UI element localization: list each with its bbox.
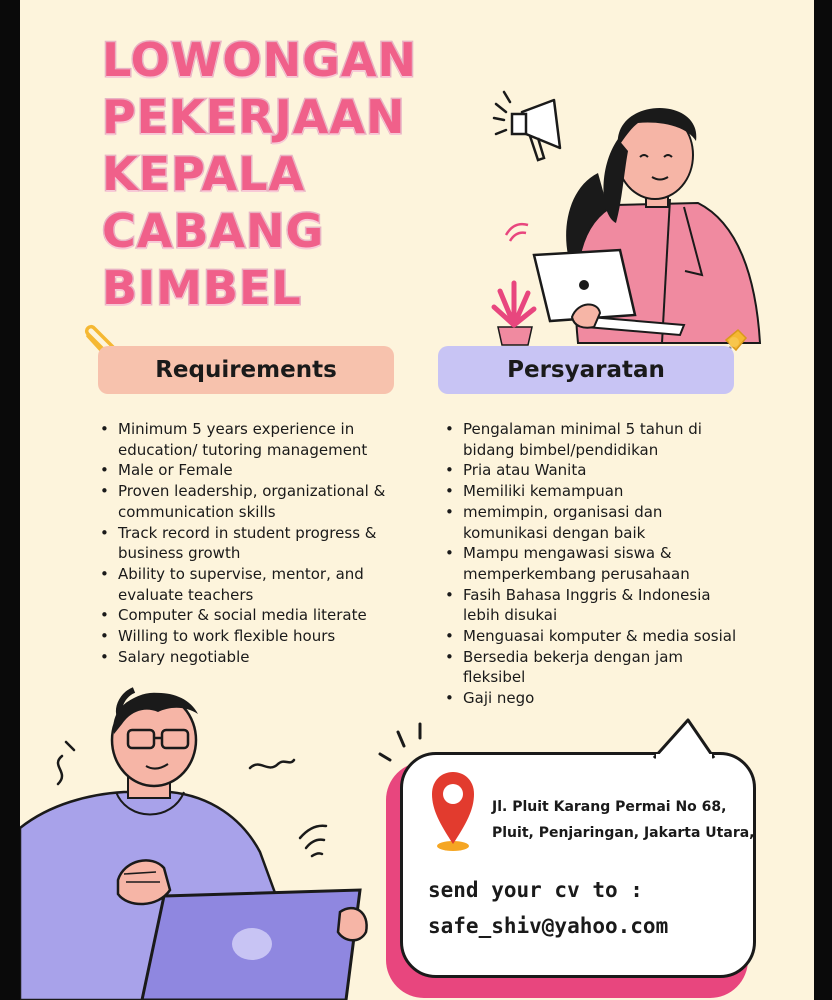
email-address[interactable]: safe_shiv@yahoo.com [428, 914, 669, 938]
title-line: CABANG [102, 204, 325, 258]
man-with-laptop-illustration [20, 676, 380, 1000]
address-line: Jl. Pluit Karang Permai No 68, [492, 799, 727, 815]
list-item: • Bersedia bekerja dengan jam fleksibel [445, 647, 745, 688]
list-item: • Mampu mengawasi siswa & memperkembang perusahaan [445, 543, 745, 584]
requirements-heading: Requirements [155, 357, 337, 383]
title-line: LOWONGAN [102, 33, 417, 87]
job-poster [20, 0, 814, 1000]
title-line: BIMBEL [102, 261, 302, 315]
list-item: • Willing to work flexible hours [100, 626, 400, 647]
send-cv-text [428, 872, 668, 944]
list-item: • Memiliki kemampuan [445, 481, 745, 502]
megaphone-icon [482, 90, 572, 170]
title-line: KEPALA [102, 147, 306, 201]
persyaratan-heading-box [438, 346, 734, 394]
attention-lines-icon [376, 722, 436, 768]
list-item: • Salary negotiable [100, 647, 400, 668]
address [492, 794, 755, 846]
list-item: • Fasih Bahasa Inggris & Indonesia lebih disukai [445, 585, 745, 626]
title-line: PEKERJAAN [102, 90, 406, 144]
list-item: • memimpin, organisasi dan komunikasi dengan baik [445, 502, 745, 543]
list-item: • Pengalaman minimal 5 tahun di bidang bimbel/pendidikan [445, 419, 745, 460]
list-item: • Gaji nego [445, 688, 745, 709]
list-item: • Proven leadership, organizational & communication skills [100, 481, 400, 522]
send-cv-instruction: send your cv to : [428, 878, 643, 902]
location-pin-icon [430, 770, 476, 852]
speech-bubble-tail [652, 716, 722, 758]
list-item: • Minimum 5 years experience in education/ tutoring management [100, 419, 400, 460]
list-item: • Menguasai komputer & media sosial [445, 626, 745, 647]
list-item: • Male or Female [100, 460, 400, 481]
poster-title [102, 32, 417, 317]
list-item: • Track record in student progress & business growth [100, 523, 400, 564]
list-item: • Ability to supervise, mentor, and evaluate teachers [100, 564, 400, 605]
requirements-heading-box [98, 346, 394, 394]
requirements-list [100, 419, 400, 667]
list-item: • Computer & social media literate [100, 605, 400, 626]
persyaratan-list [445, 419, 745, 709]
list-item: • Pria atau Wanita [445, 460, 745, 481]
address-line: Pluit, Penjaringan, Jakarta Utara, [492, 825, 755, 841]
persyaratan-heading: Persyaratan [507, 357, 665, 383]
